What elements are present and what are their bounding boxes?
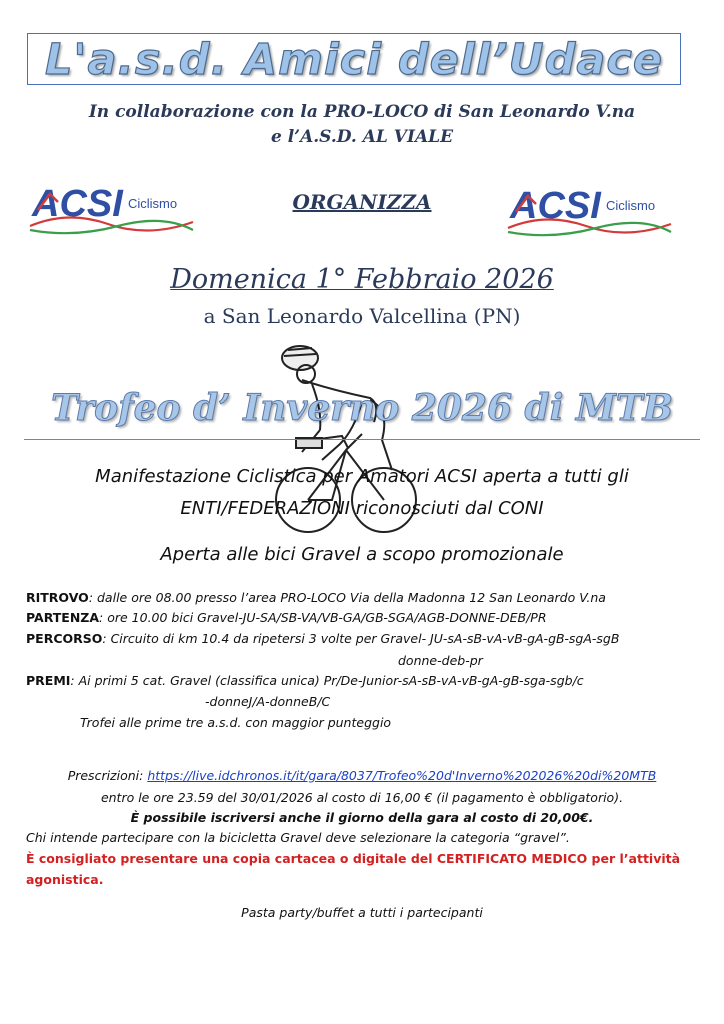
percorso-row (26, 631, 619, 646)
title-box (27, 33, 681, 85)
partenza-row (26, 610, 547, 625)
partenza-label: PARTENZA (26, 610, 100, 625)
description-line-3: Aperta alle bici Gravel a scopo promozionale (160, 544, 564, 565)
club-title: L'a.s.d. Amici dell’Udace (44, 35, 664, 85)
logo-sub: Ciclismo (128, 196, 178, 211)
gravel-note: Chi intende partecipare con la bicicletta Gravel deve selezionare la categoria “gravel”. (26, 830, 570, 845)
percorso-text: : Circuito di km 10.4 da ripetersi 3 volte per Gravel- JU-sA-sB-vA-vB-gA-gB-sgA-sgB (102, 631, 620, 646)
organizza-heading: ORGANIZZA (292, 190, 432, 214)
acsi-logo-right (506, 182, 676, 242)
pasta-party: Pasta party/buffet a tutti i partecipanti (241, 905, 483, 920)
description-line-1: Manifestazione Ciclistica per Amatori ACSI aperta a tutti gli (95, 466, 629, 487)
prescrizioni-row (0, 768, 724, 783)
collab-line-1: In collaborazione con la PRO-LOCO di San Leonardo V.na (88, 102, 636, 122)
trophy-title: Trofeo d’ Inverno 2026 di MTB (50, 387, 674, 429)
ritrovo-text: : dalle ore 08.00 presso l’area PRO-LOCO Via della Madonna 12 San Leonardo V.na (88, 590, 606, 605)
percorso-continuation: donne-deb-pr (398, 653, 483, 668)
event-date: Domenica 1° Febbraio 2026 (170, 264, 554, 295)
trofei-note: Trofei alle prime tre a.s.d. con maggior punteggio (80, 715, 392, 730)
premi-label: PREMI (26, 673, 71, 688)
logo-sub: Ciclismo (606, 198, 656, 213)
deadline-text: entro le ore 23.59 del 30/01/2026 al costo di 16,00 € (il pagamento è obbligatorio). (100, 790, 624, 805)
partenza-text: : ore 10.00 bici Gravel-JU-SA/SB-VA/VB-GA/GB-SGA/AGB-DONNE-DEB/PR (99, 610, 547, 625)
event-place: a San Leonardo Valcellina (PN) (203, 304, 521, 328)
logo-text: ACSI (32, 183, 123, 225)
collab-line-2: e l’A.S.D. AL VIALE (270, 127, 454, 147)
medical-warning-1: È consigliato presentare una copia cartacea o digitale del CERTIFICATO MEDICO per l’attività (26, 851, 681, 866)
ritrovo-label: RITROVO (26, 590, 89, 605)
same-day-text: È possibile iscriversi anche il giorno della gara al costo di 20,00€. (130, 810, 594, 825)
premi-row (26, 673, 584, 688)
premi-text: : Ai primi 5 cat. Gravel (classifica unica) Pr/De-Junior-sA-sB-vA-vB-gA-gB-sga-sgb/c (70, 673, 584, 688)
acsi-logo-left (28, 180, 198, 240)
medical-warning-2: agonistica. (26, 872, 104, 887)
description-line-2: ENTI/FEDERAZIONI riconosciuti dal CONI (180, 498, 544, 519)
premi-continuation: -donneJ/A-donneB/C (205, 694, 331, 709)
registration-link[interactable]: https://live.idchronos.it/it/gara/8037/Trofeo%20d'Inverno%202026%20di%20MTB (147, 768, 657, 783)
ritrovo-row (26, 590, 606, 605)
logo-text: ACSI (510, 185, 601, 227)
percorso-label: PERCORSO (26, 631, 103, 646)
divider-line (24, 439, 700, 440)
prescrizioni-label: Prescrizioni: (67, 768, 148, 783)
